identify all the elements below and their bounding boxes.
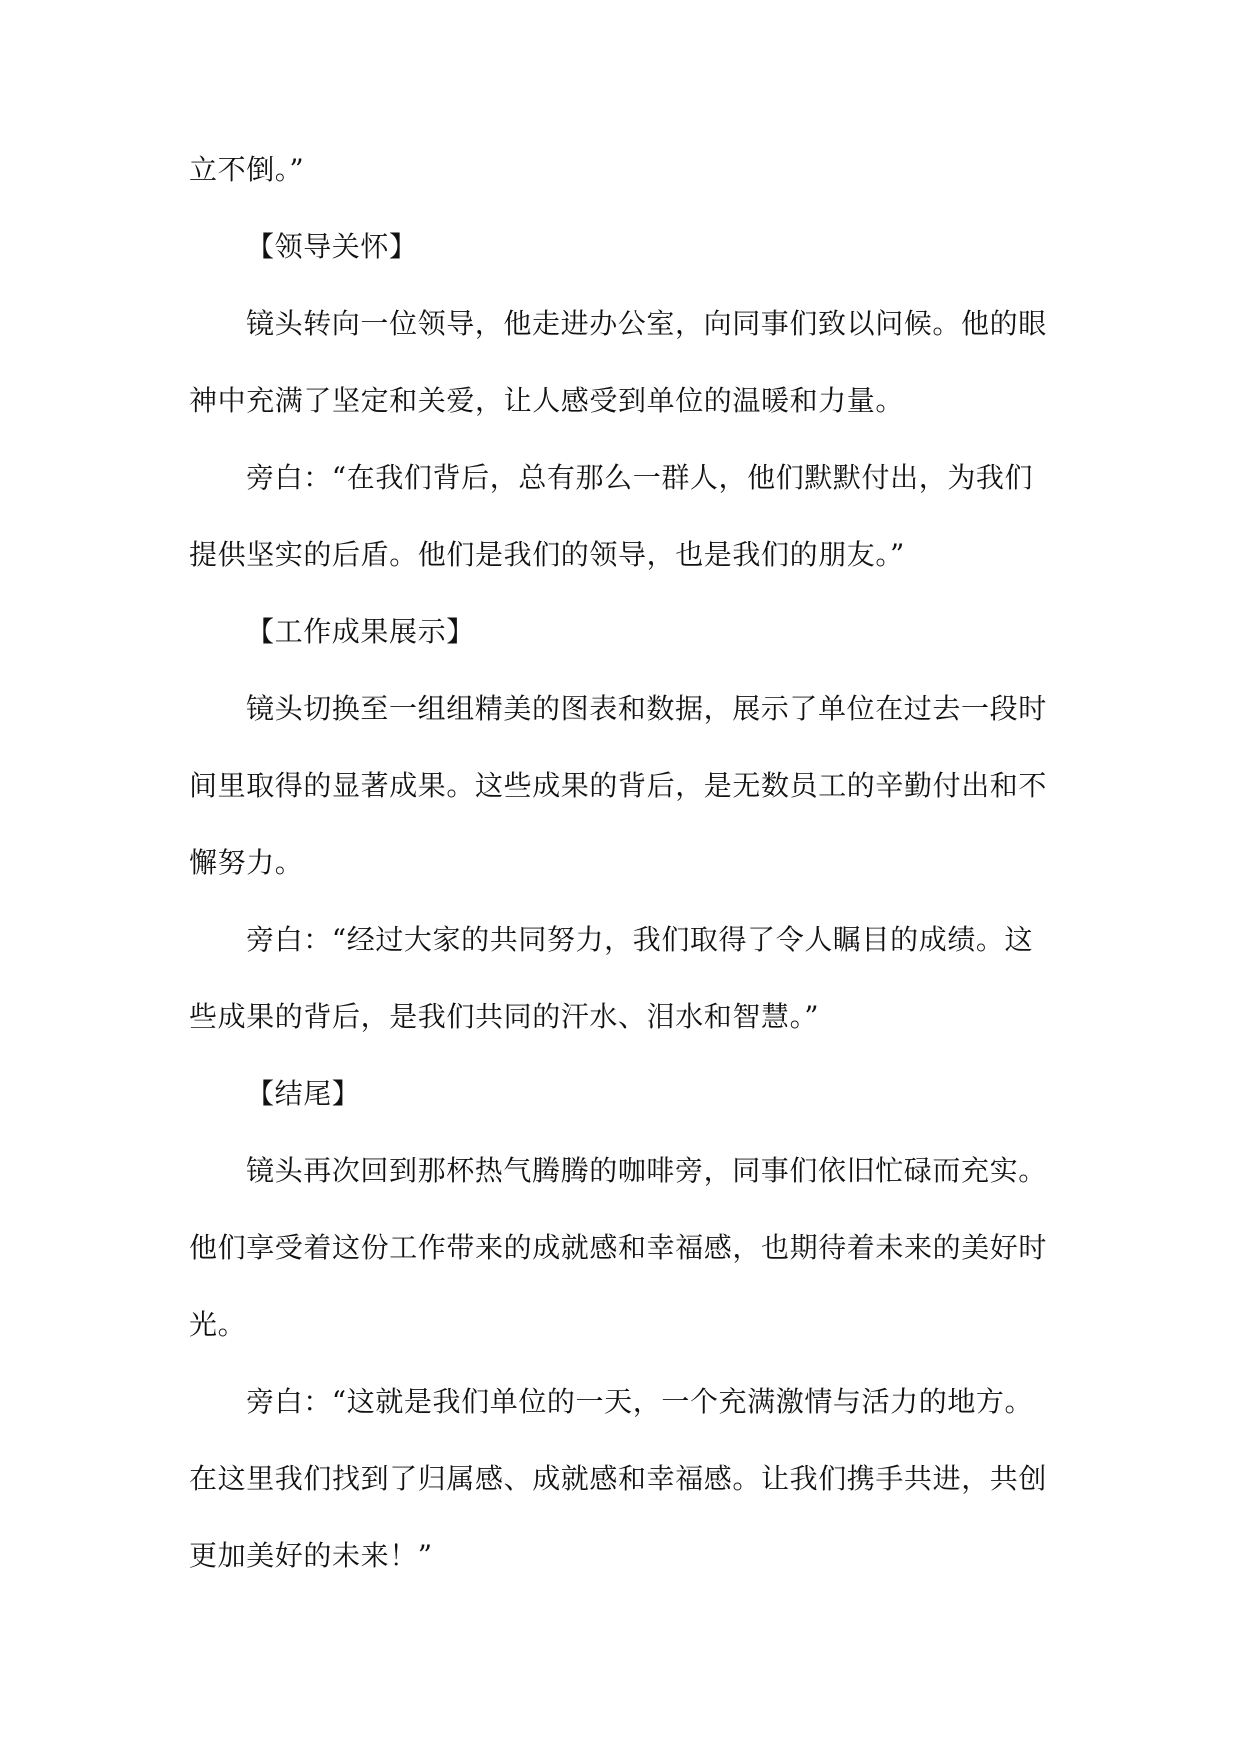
text-line: 他们享受着这份工作带来的成就感和幸福感，也期待着未来的美好时	[189, 1231, 1048, 1264]
text-line: 旁白：“在我们背后，总有那么一群人，他们默默付出，为我们	[246, 461, 1034, 494]
text-line: 旁白：“这就是我们单位的一天，一个充满激情与活力的地方。	[246, 1385, 1034, 1418]
text-line: 光。	[189, 1308, 247, 1341]
text-line: 更加美好的未来！”	[189, 1539, 433, 1572]
text-line: 立不倒。”	[189, 153, 305, 186]
text-line: 镜头切换至一组组精美的图表和数据，展示了单位在过去一段时	[246, 692, 1047, 725]
section-heading-leadership: 【领导关怀】	[246, 230, 418, 263]
text-line: 在这里我们找到了归属感、成就感和幸福感。让我们携手共进，共创	[189, 1462, 1048, 1495]
text-line: 镜头转向一位领导，他走进办公室，向同事们致以问候。他的眼	[246, 307, 1047, 340]
text-line: 间里取得的显著成果。这些成果的背后，是无数员工的辛勤付出和不	[189, 769, 1048, 802]
text-line: 些成果的背后，是我们共同的汗水、泪水和智慧。”	[189, 1000, 820, 1033]
section-heading-achievements: 【工作成果展示】	[246, 615, 475, 648]
text-line: 懈努力。	[189, 846, 304, 879]
section-heading-ending: 【结尾】	[246, 1077, 361, 1110]
text-line: 神中充满了坚定和关爱，让人感受到单位的温暖和力量。	[189, 384, 905, 417]
text-line: 旁白：“经过大家的共同努力，我们取得了令人瞩目的成绩。这	[246, 923, 1034, 956]
text-line: 镜头再次回到那杯热气腾腾的咖啡旁，同事们依旧忙碌而充实。	[246, 1154, 1047, 1187]
text-line: 提供坚实的后盾。他们是我们的领导，也是我们的朋友。”	[189, 538, 905, 571]
